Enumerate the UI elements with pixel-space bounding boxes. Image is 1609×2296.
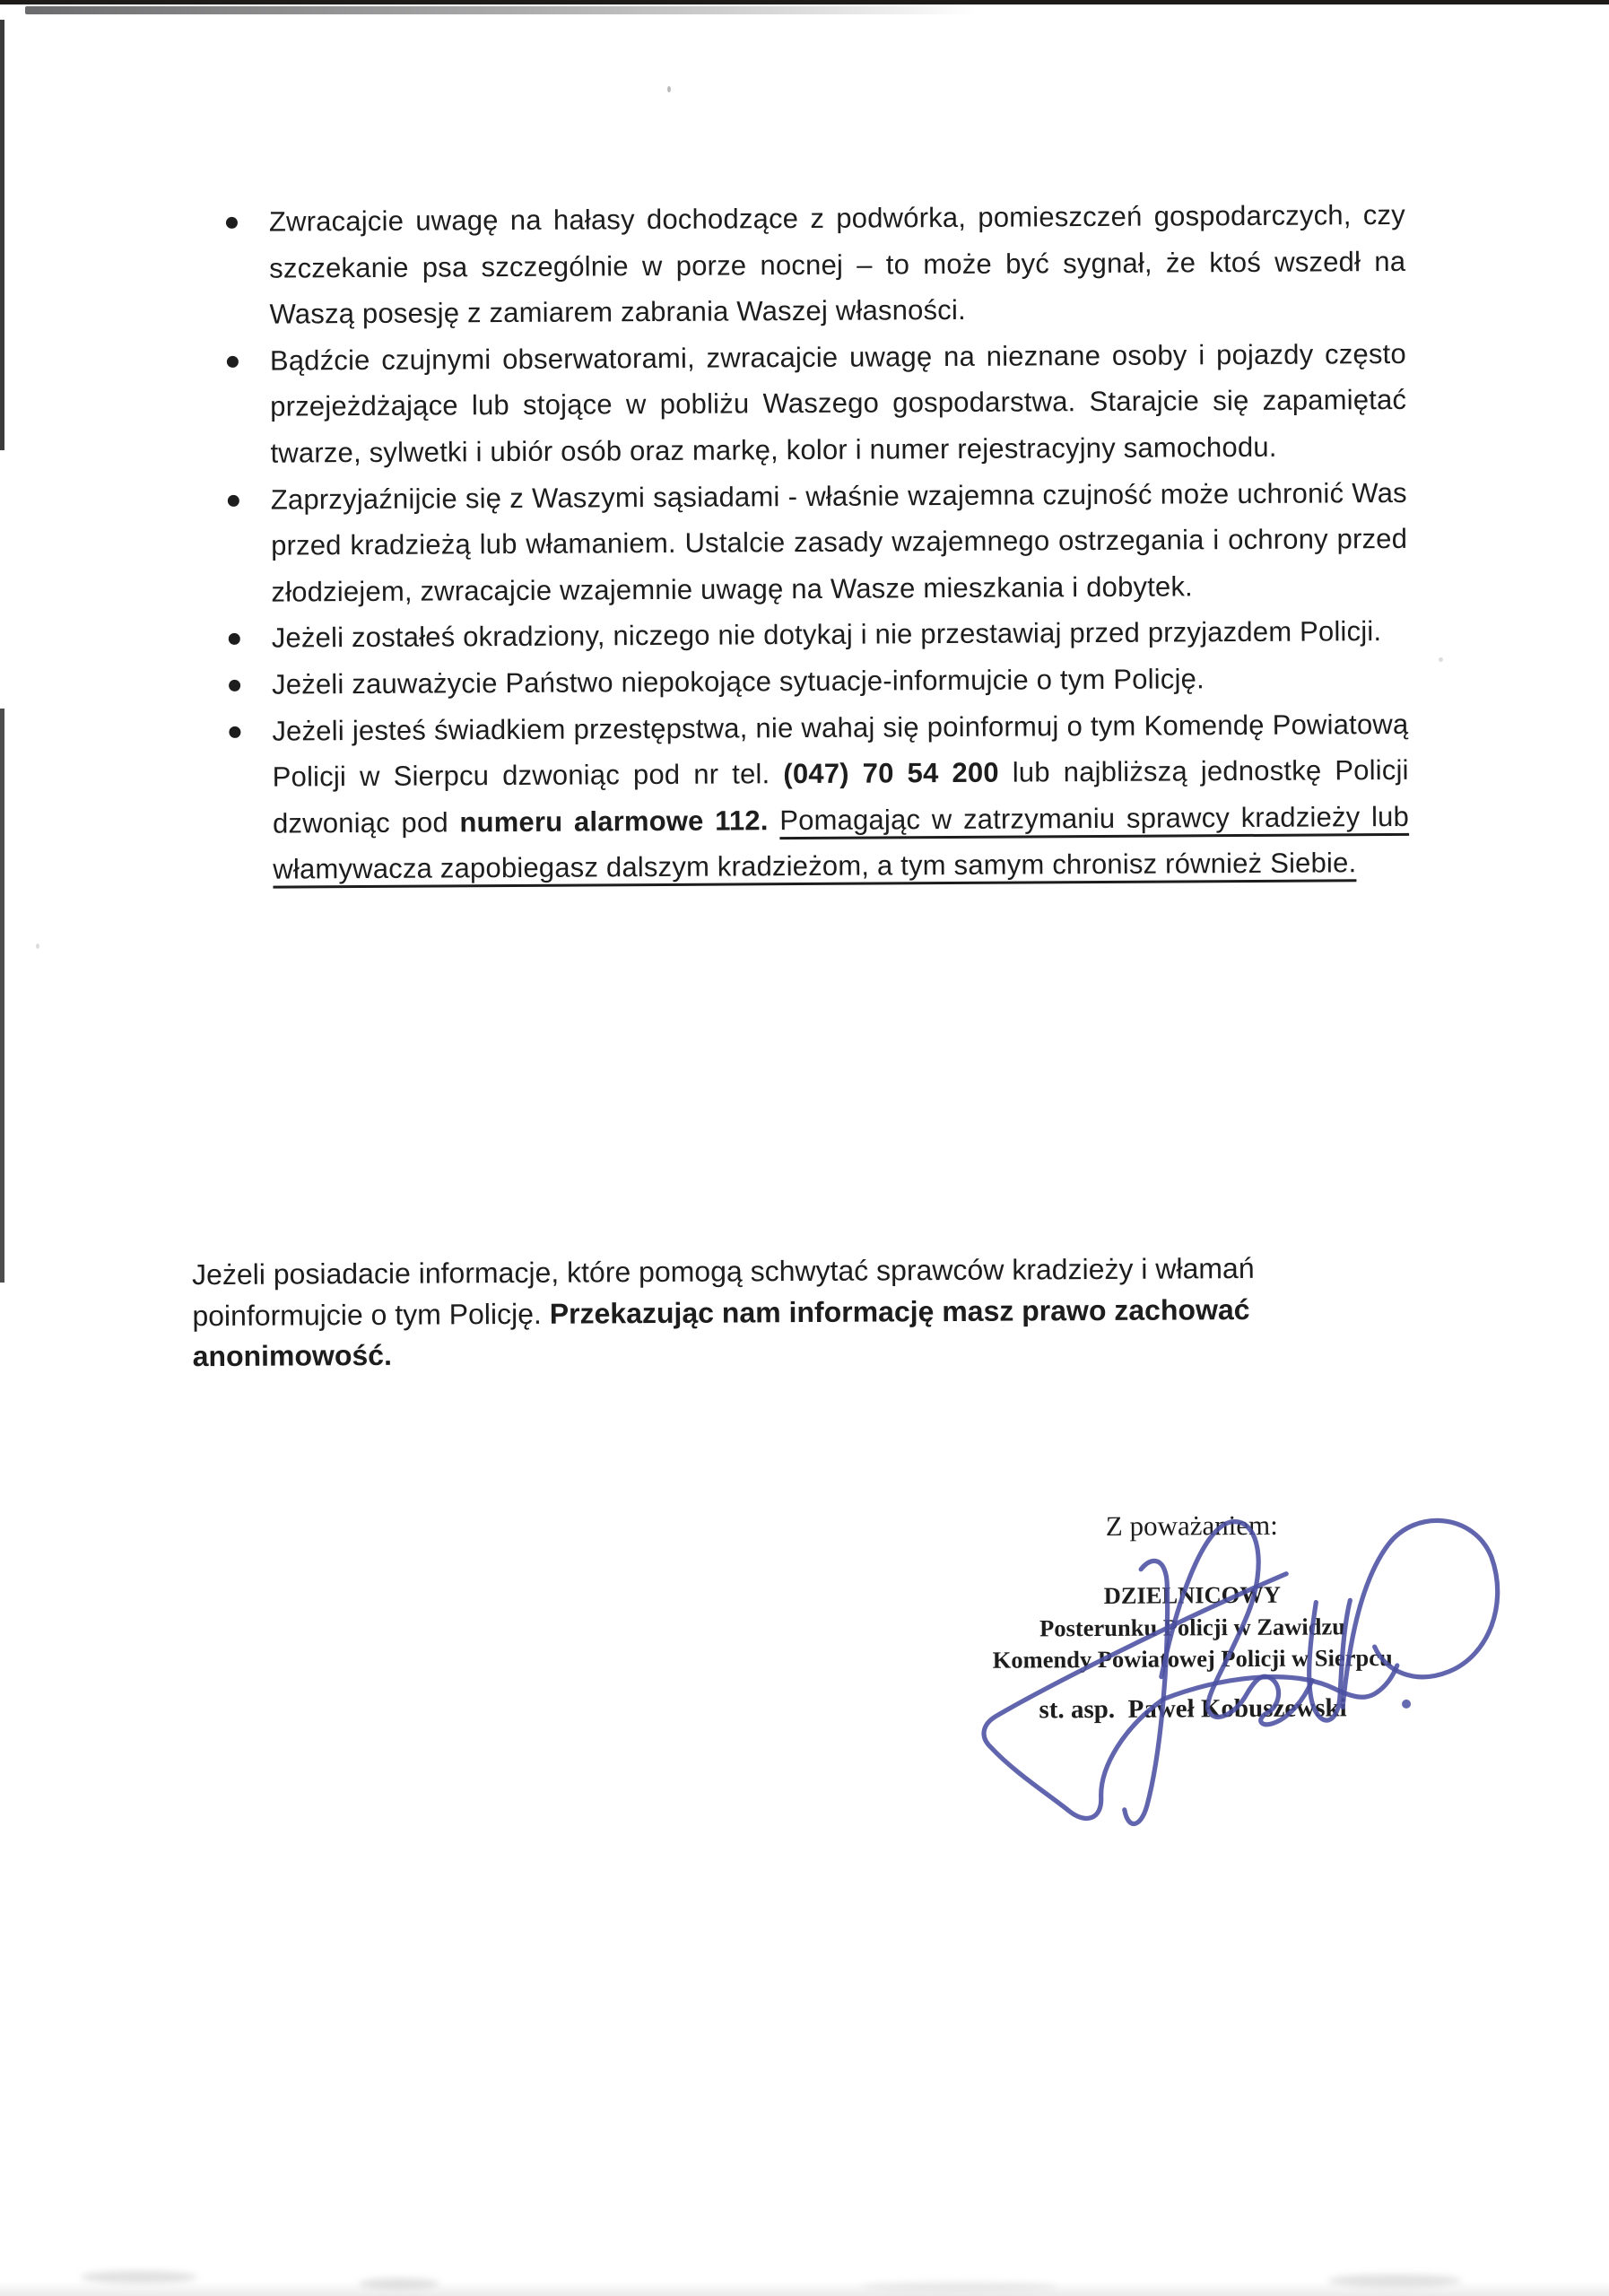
text-segment: Jeżeli jesteś świadkiem przestępstwa, nie wahaj się poinformuj o tym Komendę Powiatową Policji w Sierpcu dzwoniąc pod nr tel. [272,708,1409,793]
signer-role-line: DZIELNICOWY [1103,1580,1282,1609]
bullet-item-noises [222,192,1406,338]
bullet-item-neighbors [224,469,1408,615]
text-segment: numeru alarmowe 112. [459,804,769,839]
text-segment: Jeżeli zauważycie Państwo niepokojące sytuacje-informujcie o tym Policję. [271,663,1205,700]
text-segment: Jeżeli posiadacie informacje, które pomogą schwytać sprawców kradzieży i włamań poinformujcie o tym Policję. [191,1251,1255,1332]
safety-tips-bullet-list [222,192,1410,893]
text-segment: Zwracajcie uwagę na hałasy dochodzące z podwórka, pomieszczeń gospodarczych, czy szczekanie psa szczególnie w porze nocnej – to może być sygnał, że ktoś wszedł na Waszą posesję z zamiarem zabrania Waszej własności. [268,198,1406,330]
text-segment: Jeżeli zostałeś okradziony, niczego nie dotykaj i nie przestawiaj przed przyjazdem Policji. [271,615,1382,654]
bullet-item-witness-phone [225,700,1409,892]
text-segment: Przekazując nam informację masz prawo zachować anonimowość. [192,1292,1250,1373]
bullet-item-robbed [225,608,1408,662]
signer-role-line: Komendy Powiatowej Policji w Sierpcu [992,1644,1393,1674]
text-segment: lub najbliższą jednostkę Policji dzwoniąc pod [272,754,1409,839]
bullet-item-observers [223,331,1407,477]
signer-role [883,1578,1502,1677]
salutation: Z poważaniem: [1105,1509,1278,1542]
bullet-item-report-situations [225,655,1408,709]
text-segment: Zaprzyjaźnijcie się z Waszymi sąsiadami - właśnie wzajemna czujność może uchronić Was przed kradzieżą lub włamaniem. Ustalcie zasady wzajemnego ostrzegania i ochrony przed złodziejem, zwracajcie wzajemnie uwagę na Wasze mieszkania i dobytek. [270,476,1408,608]
text-segment: Pomagając w zatrzymaniu sprawcy kradzieży lub włamywacza zapobiegasz dalszym kradzieżom, a tym samym chronisz również Siebie. [273,800,1410,885]
text-segment: Bądźcie czujnymi obserwatorami, zwracajcie uwagę na nieznane osoby i pojazdy często przejeżdżające lub stojące w pobliżu Waszego gospodarstwa. Starajcie się zapamiętać twarze, sylwetki i ubiór osób oraz markę, kolor i numer rejestracyjny samochodu. [269,337,1407,469]
text-segment: (047) 70 54 200 [783,756,999,790]
signer-name: st. asp. Paweł Kobuszewski [1039,1693,1347,1725]
signer-role-line: Posterunku Policji w Zawidzu [1039,1612,1346,1641]
signature-block [935,1467,1449,1865]
text-segment [769,804,780,836]
closing-paragraph [192,1248,1386,1378]
